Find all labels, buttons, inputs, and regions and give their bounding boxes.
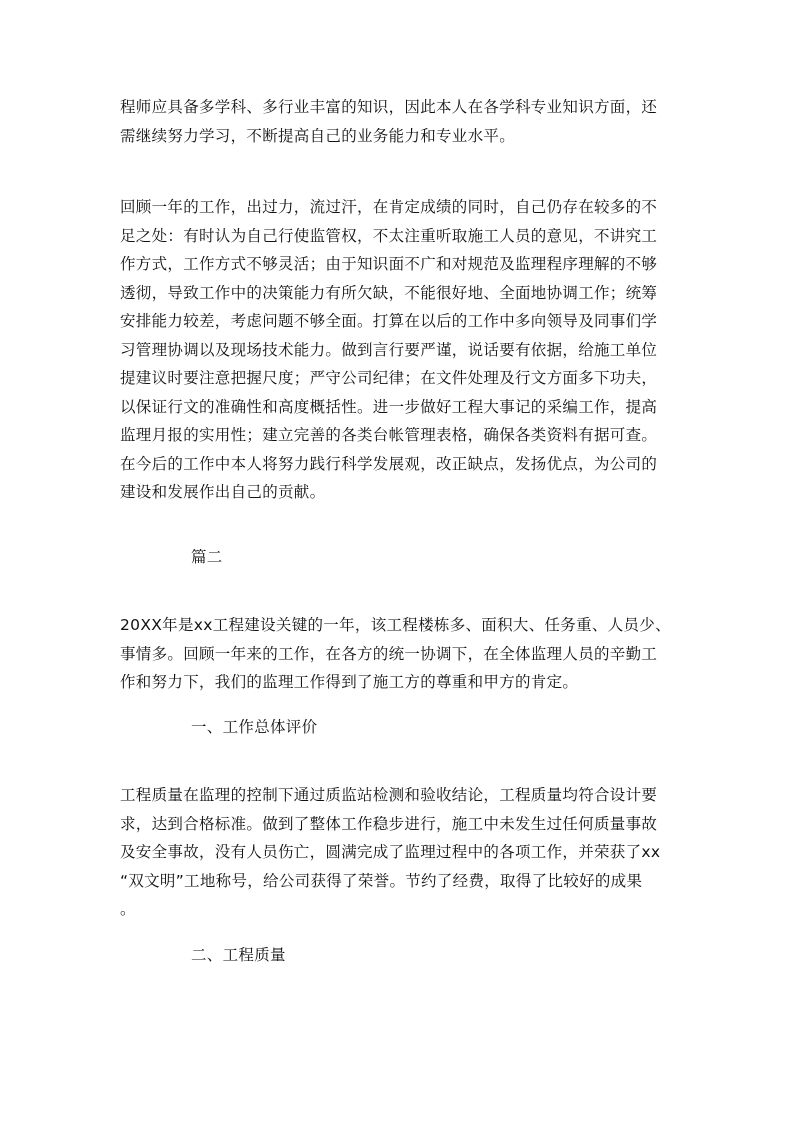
subheading-project-quality: 二、工程质量 — [191, 946, 286, 964]
paragraph-line: 及安全事故，没有人员伤亡，圆满完成了监理过程中的各项工作，并荣获了xx — [120, 843, 661, 861]
paragraph-line: 安排能力较差，考虑问题不够全面。打算在以后的工作中多向领导及同事们学 — [120, 312, 658, 330]
paragraph-line: 需继续努力学习，不断提高自己的业务能力和专业水平。 — [120, 126, 516, 145]
paragraph-line: 建设和发展作出自己的贡献。 — [120, 483, 326, 501]
paragraph-line: 足之处：有时认为自己行使监管权，不太注重听取施工人员的意见，不讲究工 — [120, 226, 658, 245]
section-title: 篇二 — [191, 548, 223, 566]
paragraph-line: 监理月报的实用性；建立完善的各类台帐管理表格，确保各类资料有据可查。 — [120, 426, 658, 444]
paragraph-line: 作方式，工作方式不够灵活；由于知识面不广和对规范及监理程序理解的不够 — [120, 255, 658, 273]
paragraph-line: 在今后的工作中本人将努力践行科学发展观，改正缺点，发扬优点，为公司的 — [120, 454, 658, 473]
paragraph-line: “双文明”工地称号，给公司获得了荣誉。节约了经费，取得了比较好的成果 — [120, 871, 643, 890]
paragraph-2 — [120, 193, 666, 507]
paragraph-line: 作和努力下，我们的监理工作得到了施工方的尊重和甲方的肯定。 — [120, 673, 579, 691]
subheading-overall-evaluation: 一、工作总体评价 — [191, 718, 318, 736]
paragraph-3 — [120, 611, 671, 697]
paragraph-line: 求，达到合格标准。做到了整体工作稳步进行，施工中未发生过任何质量事故 — [120, 814, 658, 833]
paragraph-line: 习管理协调以及现场技术能力。做到言行要严谨，说话要有依据，给施工单位 — [120, 340, 658, 359]
paragraph-1 — [120, 93, 666, 150]
paragraph-4 — [120, 781, 666, 924]
paragraph-line: 透彻，导致工作中的决策能力有所欠缺，不能很好地、全面地协调工作；统筹 — [120, 283, 658, 302]
paragraph-line: 回顾一年的工作，出过力，流过汗，在肯定成绩的同时，自己仍存在较多的不 — [120, 198, 658, 216]
paragraph-line: 程师应具备多学科、多行业丰富的知识，因此本人在各学科专业知识方面，还 — [120, 98, 658, 116]
paragraph-line: 20XX年是xx工程建设关键的一年，该工程楼栋多、面积大、任务重、人员少、 — [120, 616, 671, 634]
paragraph-line: 工程质量在监理的控制下通过质监站检测和验收结论，工程质量均符合设计要 — [120, 786, 658, 804]
paragraph-line: 以保证行文的准确性和高度概括性。进一步做好工程大事记的采编工作，提高 — [120, 397, 658, 416]
paragraph-line: 。 — [120, 900, 136, 918]
paragraph-line: 提建议时要注意把握尺度；严守公司纪律；在文件处理及行文方面多下功夫， — [120, 369, 658, 387]
paragraph-line: 事情多。回顾一年来的工作，在各方的统一协调下，在全体监理人员的辛勤工 — [120, 644, 658, 663]
